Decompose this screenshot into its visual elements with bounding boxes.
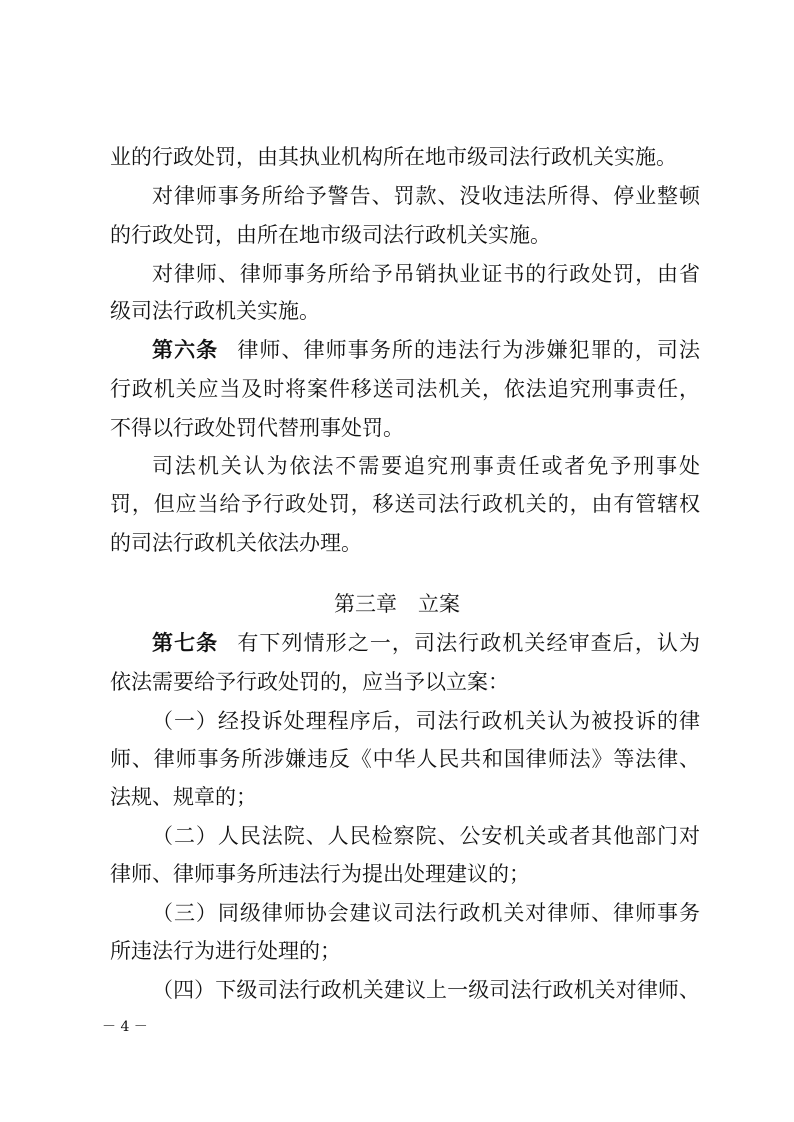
- text-line: 业的行政处罚，由其执业机构所在地市级司法行政机关实施。: [110, 145, 677, 169]
- text-line: 对律师事务所给予警告、罚款、没收违法所得、停业整顿: [152, 184, 700, 208]
- text-line: （四）下级司法行政机关建议上一级司法行政机关对律师、: [152, 978, 700, 1002]
- text-line: （一）经投诉处理程序后，司法行政机关认为被投诉的律: [152, 709, 700, 733]
- text-line: 法规、规章的；: [110, 785, 257, 809]
- text-line: 所违法行为进行处理的；: [110, 939, 341, 963]
- text-line: 的司法行政机关依法办理。: [110, 531, 362, 555]
- article-6-first-line: [152, 338, 700, 364]
- article-7-first-line: [152, 631, 700, 657]
- article-6-label: 第六条: [152, 338, 219, 362]
- text-line: 不得以行政处罚代替刑事处罚。: [110, 416, 404, 440]
- chapter-heading: 第三章 立案: [334, 592, 460, 616]
- text-line: 级司法行政机关实施。: [110, 299, 320, 323]
- text-line: 对律师、律师事务所给予吊销执业证书的行政处罚，由省: [152, 262, 700, 286]
- page-number: － 4 －: [102, 1019, 148, 1035]
- text-line: 律师、律师事务所的违法行为涉嫌犯罪的，司法: [236, 338, 700, 362]
- text-line: （三）同级律师协会建议司法行政机关对律师、律师事务: [152, 901, 700, 925]
- article-7-label: 第七条: [152, 631, 219, 655]
- text-line: 依法需要给予行政处罚的，应当予以立案：: [110, 670, 509, 694]
- text-line: 罚，但应当给予行政处罚，移送司法行政机关的，由有管辖权: [110, 492, 700, 516]
- text-line: 行政机关应当及时将案件移送司法机关，依法追究刑事责任，: [110, 377, 700, 401]
- text-line: （二）人民法院、人民检察院、公安机关或者其他部门对: [152, 824, 700, 848]
- text-line: 司法机关认为依法不需要追究刑事责任或者免予刑事处: [152, 454, 700, 478]
- text-line: 师、律师事务所涉嫌违反《中华人民共和国律师法》等法律、: [110, 747, 700, 771]
- text-line: 律师、律师事务所违法行为提出处理建议的；: [110, 862, 530, 886]
- text-line: 有下列情形之一，司法行政机关经审查后，认为: [236, 631, 700, 655]
- text-line: 的行政处罚，由所在地市级司法行政机关实施。: [110, 223, 551, 247]
